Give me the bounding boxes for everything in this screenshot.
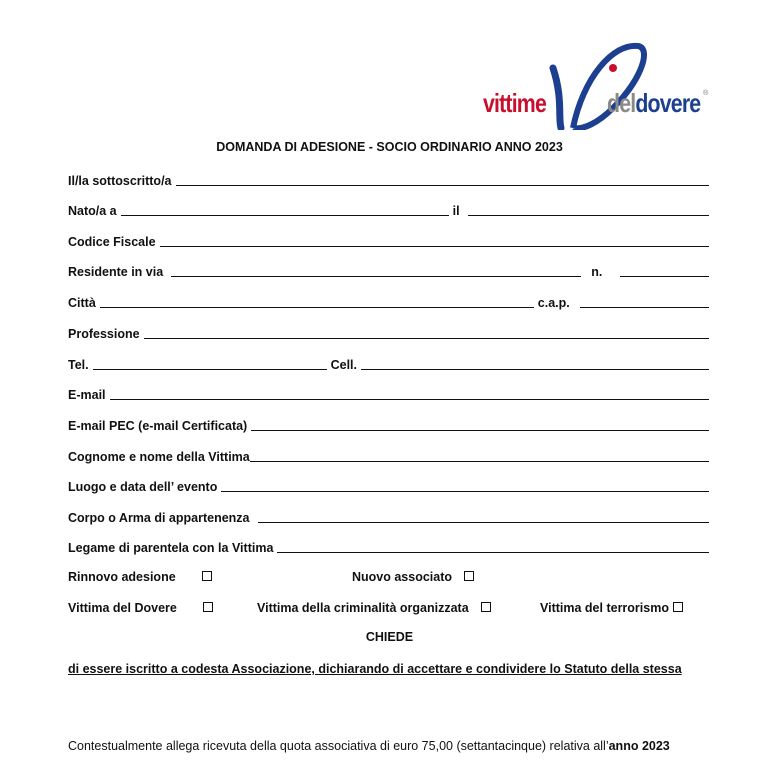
label-vittima-nome: Cognome e nome della Vittima	[68, 450, 250, 464]
input-line-data-nascita[interactable]	[468, 214, 709, 216]
row-sottoscritto	[68, 172, 709, 188]
input-line-citta[interactable]	[100, 306, 534, 308]
checkbox-box-terrorismo[interactable]	[673, 602, 683, 612]
form-title: DOMANDA DI ADESIONE - SOCIO ORDINARIO ANNO 2023	[216, 140, 563, 154]
label-cell: Cell.	[330, 358, 358, 372]
row-citta	[68, 294, 709, 310]
label-rinnovo: Rinnovo adesione	[68, 570, 176, 584]
label-email: E-mail	[68, 388, 106, 402]
label-codice-fiscale: Codice Fiscale	[68, 235, 156, 249]
label-pec: E-mail PEC (e-mail Certificata)	[68, 419, 248, 433]
label-il: il	[452, 204, 460, 218]
input-line-tel[interactable]	[93, 368, 327, 370]
input-line-nato[interactable]	[121, 214, 449, 216]
label-numero: n.	[591, 265, 603, 279]
row-professione	[68, 325, 709, 341]
input-line-professione[interactable]	[144, 337, 709, 339]
registered-mark: ®	[703, 90, 709, 97]
checkbox-box-criminalita[interactable]	[481, 602, 491, 612]
input-line-pec[interactable]	[251, 429, 709, 431]
checkbox-box-nuovo[interactable]	[464, 571, 474, 581]
checkbox-dovere[interactable]	[68, 600, 213, 616]
row-tel-cell	[68, 356, 709, 372]
label-criminalita: Vittima della criminalità organizzata	[257, 601, 469, 615]
input-line-codice-fiscale[interactable]	[160, 245, 709, 247]
label-residente: Residente in via	[68, 265, 164, 279]
checkbox-criminalita[interactable]	[257, 600, 491, 616]
input-line-via[interactable]	[171, 275, 581, 277]
label-dovere: Vittima del Dovere	[68, 601, 177, 615]
input-line-email[interactable]	[110, 398, 709, 400]
row-corpo	[68, 509, 709, 525]
row-vittima-nome	[68, 448, 709, 464]
request-text: di essere iscritto a codesta Associazione, dichiarando di accettare e condividere lo Statuto della stessa	[68, 662, 682, 676]
input-line-cell[interactable]	[361, 368, 709, 370]
label-legame: Legame di parentela con la Vittima	[68, 541, 274, 555]
input-line-numero[interactable]	[620, 275, 709, 277]
checkbox-rinnovo[interactable]	[68, 569, 212, 585]
footer-text: Contestualmente allega ricevuta della quota associativa di euro 75,00 (settantacinque) relativa all’	[68, 739, 609, 753]
input-line-luogo-evento[interactable]	[221, 490, 709, 492]
row-residente	[68, 263, 709, 279]
label-corpo: Corpo o Arma di appartenenza	[68, 511, 250, 525]
label-tel: Tel.	[68, 358, 89, 372]
row-email	[68, 386, 709, 402]
label-terrorismo: Vittima del terrorismo	[540, 601, 669, 615]
label-cap: c.a.p.	[537, 296, 570, 310]
checkbox-nuovo[interactable]	[352, 569, 474, 585]
input-line-vittima-nome[interactable]	[250, 460, 709, 462]
row-nato	[68, 202, 709, 218]
label-luogo-evento: Luogo e data dell’ evento	[68, 480, 218, 494]
label-professione: Professione	[68, 327, 140, 341]
logo-word-deldovere: deldovere	[607, 88, 701, 118]
checkbox-terrorismo[interactable]	[540, 600, 683, 616]
checkbox-box-dovere[interactable]	[203, 602, 213, 612]
row-pec	[68, 417, 709, 433]
row-luogo-evento	[68, 478, 709, 494]
input-line-cap[interactable]	[580, 306, 709, 308]
checkbox-box-rinnovo[interactable]	[202, 571, 212, 581]
input-line-legame[interactable]	[277, 551, 709, 553]
input-line-sottoscritto[interactable]	[176, 184, 710, 186]
footer-note	[68, 739, 670, 753]
label-sottoscritto: Il/la sottoscritto/a	[68, 174, 172, 188]
logo	[483, 38, 709, 130]
chiede-heading: CHIEDE	[365, 630, 414, 644]
logo-word-vittime: vittime	[483, 88, 546, 118]
label-nato: Nato/a a	[68, 204, 117, 218]
footer-year: anno 2023	[608, 739, 670, 753]
label-citta: Città	[68, 296, 96, 310]
input-line-corpo[interactable]	[258, 521, 709, 523]
label-nuovo: Nuovo associato	[352, 570, 453, 584]
row-legame	[68, 539, 709, 555]
row-codice-fiscale	[68, 233, 709, 249]
